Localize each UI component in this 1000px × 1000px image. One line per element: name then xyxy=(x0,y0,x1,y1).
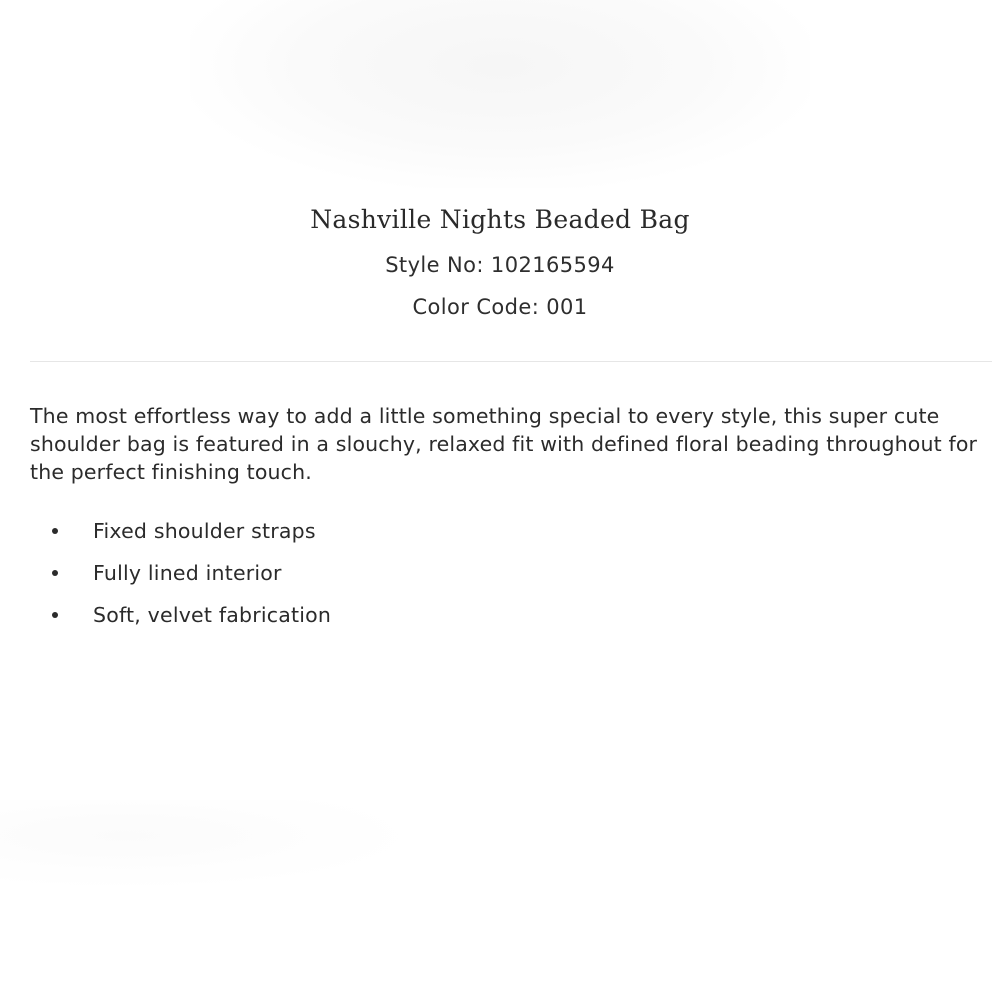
product-image-area[interactable] xyxy=(190,0,810,188)
product-header xyxy=(0,196,1000,328)
bullet-icon xyxy=(52,528,58,534)
feature-label: Fully lined interior xyxy=(93,561,282,585)
style-number: Style No: 102165594 xyxy=(385,253,615,277)
product-title: Nashville Nights Beaded Bag xyxy=(310,205,690,234)
feature-label: Fixed shoulder straps xyxy=(93,519,316,543)
product-description: The most effortless way to add a little something special to every style, this super cute shoulder bag is featured in a slouchy, relaxed fit with defined floral beading throughout for the perfect finishing touch. xyxy=(30,404,978,484)
bullet-icon xyxy=(52,570,58,576)
section-divider xyxy=(30,361,992,362)
feature-label: Soft, velvet fabrication xyxy=(93,603,332,627)
bottom-shadow xyxy=(0,800,420,890)
feature-item xyxy=(30,594,930,636)
feature-list xyxy=(30,510,930,636)
color-code: Color Code: 001 xyxy=(412,295,588,319)
bullet-icon xyxy=(52,612,58,618)
feature-item xyxy=(30,552,930,594)
feature-item xyxy=(30,510,930,552)
